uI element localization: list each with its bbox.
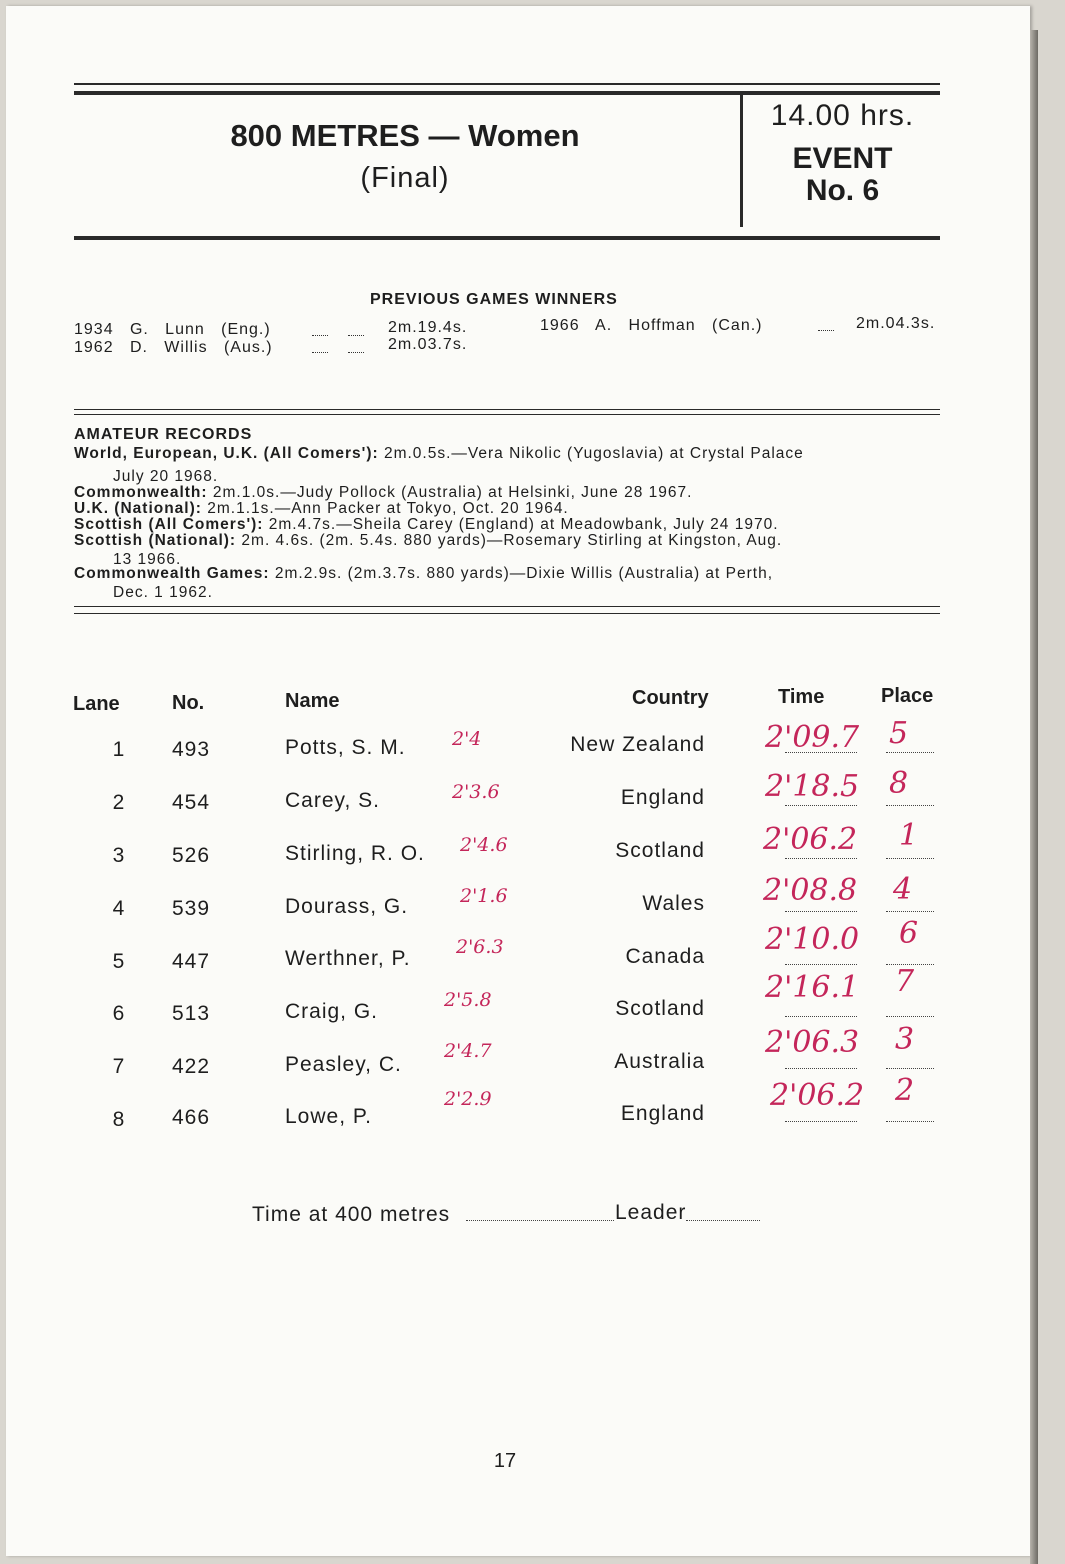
record-label: Commonwealth: <box>74 484 208 501</box>
event-subtitle: (Final) <box>360 162 450 194</box>
winner-entry <box>74 339 273 357</box>
name-cell: Stirling, R. O. <box>285 842 425 865</box>
number-cell: 539 <box>172 897 211 920</box>
record-line <box>74 485 692 501</box>
col-country-header: Country <box>632 687 709 709</box>
winner-time: 2m.04.3s. <box>856 315 936 332</box>
handwritten-place: 4 <box>893 872 913 907</box>
time-dotted-line <box>785 1121 857 1122</box>
page-number: 17 <box>493 1450 517 1472</box>
predicted-time-note: 2'6.3 <box>456 936 504 958</box>
col-place-header: Place <box>881 685 934 707</box>
records-rule-top-2 <box>74 414 940 415</box>
number-cell: 493 <box>172 738 211 761</box>
handwritten-time: 2'18.5 <box>765 769 860 804</box>
lane-cell: 5 <box>112 950 126 973</box>
winner-time: 2m.03.7s. <box>388 336 468 353</box>
name-cell: Werthner, P. <box>285 947 411 970</box>
time-at-400-line <box>466 1220 614 1221</box>
handwritten-place: 7 <box>895 964 915 999</box>
handwritten-time: 2'16.1 <box>765 970 860 1005</box>
handwritten-time: 2'06.3 <box>765 1025 860 1060</box>
predicted-time-note: 2'4.6 <box>460 834 508 856</box>
record-text: 2m.0.5s.—Vera Nikolic (Yugoslavia) at Crystal Palace <box>383 445 804 462</box>
winner-entry <box>74 321 271 339</box>
col-lane-header: Lane <box>73 693 120 715</box>
record-line <box>74 501 569 517</box>
winner-initial: A. <box>595 317 613 334</box>
country-cell: New Zealand <box>570 733 705 756</box>
record-text: July 20 1968. <box>113 468 219 485</box>
number-cell: 513 <box>172 1002 211 1025</box>
name-cell: Lowe, P. <box>285 1105 373 1128</box>
winner-time: 2m.19.4s. <box>388 319 468 336</box>
record-label: World, European, U.K. (All Comers'): <box>74 445 379 462</box>
country-cell: Australia <box>614 1050 705 1073</box>
record-text: 13 1966. <box>113 551 182 568</box>
leader-dots <box>818 318 834 331</box>
record-line <box>74 533 782 549</box>
page-edge <box>1030 30 1038 1564</box>
record-line <box>74 446 804 462</box>
country-cell: Canada <box>625 945 705 968</box>
number-cell: 422 <box>172 1055 211 1078</box>
record-text: 2m.1.0s.—Judy Pollock (Australia) at Helsinki, June 28 1967. <box>212 484 693 501</box>
leader-dots <box>312 340 328 353</box>
header-rule-top <box>74 91 940 95</box>
winner-year: 1962 <box>74 339 114 356</box>
place-dotted-line <box>886 752 934 753</box>
time-dotted-line <box>785 964 857 965</box>
country-cell: Scotland <box>615 839 705 862</box>
lane-cell: 7 <box>112 1055 126 1078</box>
record-line <box>74 566 773 582</box>
lane-cell: 1 <box>112 738 126 761</box>
record-label: Scottish (National): <box>74 532 237 549</box>
col-name-header: Name <box>285 690 340 712</box>
place-dotted-line <box>886 1121 934 1122</box>
time-at-400-label: Time at 400 metres <box>252 1203 451 1226</box>
record-text: 2m.2.9s. (2m.3.7s. 880 yards)—Dixie Willis (Australia) at Perth, <box>274 565 774 582</box>
lane-cell: 4 <box>112 897 126 920</box>
place-dotted-line <box>886 1016 934 1017</box>
handwritten-time: 2'10.0 <box>765 922 860 957</box>
winner-country: (Eng.) <box>221 321 271 338</box>
winner-surname: Willis <box>164 339 208 356</box>
record-label: Scottish (All Comers'): <box>74 516 264 533</box>
handwritten-time: 2'08.8 <box>763 873 858 908</box>
winner-entry <box>540 317 763 335</box>
winner-surname: Lunn <box>165 321 205 338</box>
handwritten-time: 2'09.7 <box>765 720 860 755</box>
predicted-time-note: 2'4.7 <box>444 1040 492 1062</box>
handwritten-place: 3 <box>895 1022 915 1057</box>
time-dotted-line <box>785 1068 857 1069</box>
country-cell: England <box>620 1102 705 1125</box>
country-cell: Wales <box>642 892 705 915</box>
time-dotted-line <box>785 858 857 859</box>
record-text: 2m.1.1s.—Ann Packer at Tokyo, Oct. 20 1964. <box>207 500 569 517</box>
record-text: Dec. 1 1962. <box>113 584 213 601</box>
event-label: EVENT <box>792 142 893 175</box>
predicted-time-note: 2'4 <box>452 728 482 750</box>
place-dotted-line <box>886 805 934 806</box>
winner-initial: G. <box>129 321 149 338</box>
lane-cell: 6 <box>112 1002 126 1025</box>
handwritten-place: 2 <box>895 1073 915 1108</box>
handwritten-time: 2'06.2 <box>763 822 858 857</box>
event-time: 14.00 hrs. <box>770 99 915 132</box>
name-cell: Dourass, G. <box>285 895 409 918</box>
winner-initial: D. <box>129 339 148 356</box>
predicted-time-note: 2'1.6 <box>460 885 508 907</box>
number-cell: 466 <box>172 1106 211 1129</box>
header-divider <box>740 91 743 227</box>
winner-surname: Hoffman <box>628 317 696 334</box>
name-cell: Carey, S. <box>285 789 380 812</box>
time-dotted-line <box>785 805 857 806</box>
record-text: 2m.4.7s.—Sheila Carey (England) at Meadowbank, July 24 1970. <box>268 516 779 533</box>
header-rule-bottom <box>74 236 940 240</box>
records-rule-bottom-2 <box>74 613 940 614</box>
leader-dots <box>348 340 364 353</box>
event-title: 800 METRES — Women <box>230 118 580 153</box>
number-cell: 447 <box>172 950 211 973</box>
place-dotted-line <box>886 858 934 859</box>
name-cell: Potts, S. M. <box>285 736 406 759</box>
leader-dots <box>312 323 328 336</box>
event-number: No. 6 <box>805 174 880 207</box>
winner-year: 1966 <box>540 317 580 334</box>
winner-country: (Can.) <box>712 317 763 334</box>
record-label: U.K. (National): <box>74 500 202 517</box>
records-rule-top <box>74 409 940 410</box>
records-rule-bottom <box>74 606 940 607</box>
handwritten-place: 1 <box>899 818 919 853</box>
handwritten-place: 5 <box>889 716 909 751</box>
time-dotted-line <box>785 752 857 753</box>
lane-cell: 8 <box>112 1108 126 1131</box>
record-label: Commonwealth Games: <box>74 565 270 582</box>
handwritten-time: 2'06.2 <box>770 1078 865 1113</box>
records-heading: AMATEUR RECORDS <box>74 426 253 443</box>
predicted-time-note: 2'2.9 <box>444 1088 492 1110</box>
country-cell: Scotland <box>615 997 705 1020</box>
col-no-header: No. <box>172 692 205 714</box>
number-cell: 526 <box>172 844 211 867</box>
predicted-time-note: 2'5.8 <box>444 989 492 1011</box>
name-cell: Craig, G. <box>285 1000 379 1023</box>
name-cell: Peasley, C. <box>285 1053 402 1076</box>
header-rule-top-thin <box>74 83 940 85</box>
place-dotted-line <box>886 911 934 912</box>
winner-country: (Aus.) <box>223 339 273 356</box>
time-dotted-line <box>785 911 857 912</box>
predicted-time-note: 2'3.6 <box>452 781 500 803</box>
record-line <box>113 585 213 601</box>
previous-winners-heading: PREVIOUS GAMES WINNERS <box>370 291 618 308</box>
leader-label: Leader <box>615 1201 687 1224</box>
leader-dots <box>348 323 364 336</box>
time-dotted-line <box>785 1016 857 1017</box>
number-cell: 454 <box>172 791 211 814</box>
record-line <box>113 469 218 485</box>
handwritten-place: 6 <box>899 916 919 951</box>
place-dotted-line <box>886 1068 934 1069</box>
leader-line <box>686 1220 760 1221</box>
col-time-header: Time <box>778 686 825 708</box>
record-line <box>74 517 779 533</box>
lane-cell: 2 <box>112 791 126 814</box>
lane-cell: 3 <box>112 844 126 867</box>
winner-year: 1934 <box>74 321 114 338</box>
country-cell: England <box>620 786 705 809</box>
handwritten-place: 8 <box>889 766 909 801</box>
record-text: 2m. 4.6s. (2m. 5.4s. 880 yards)—Rosemary Stirling at Kingston, Aug. <box>241 532 783 549</box>
